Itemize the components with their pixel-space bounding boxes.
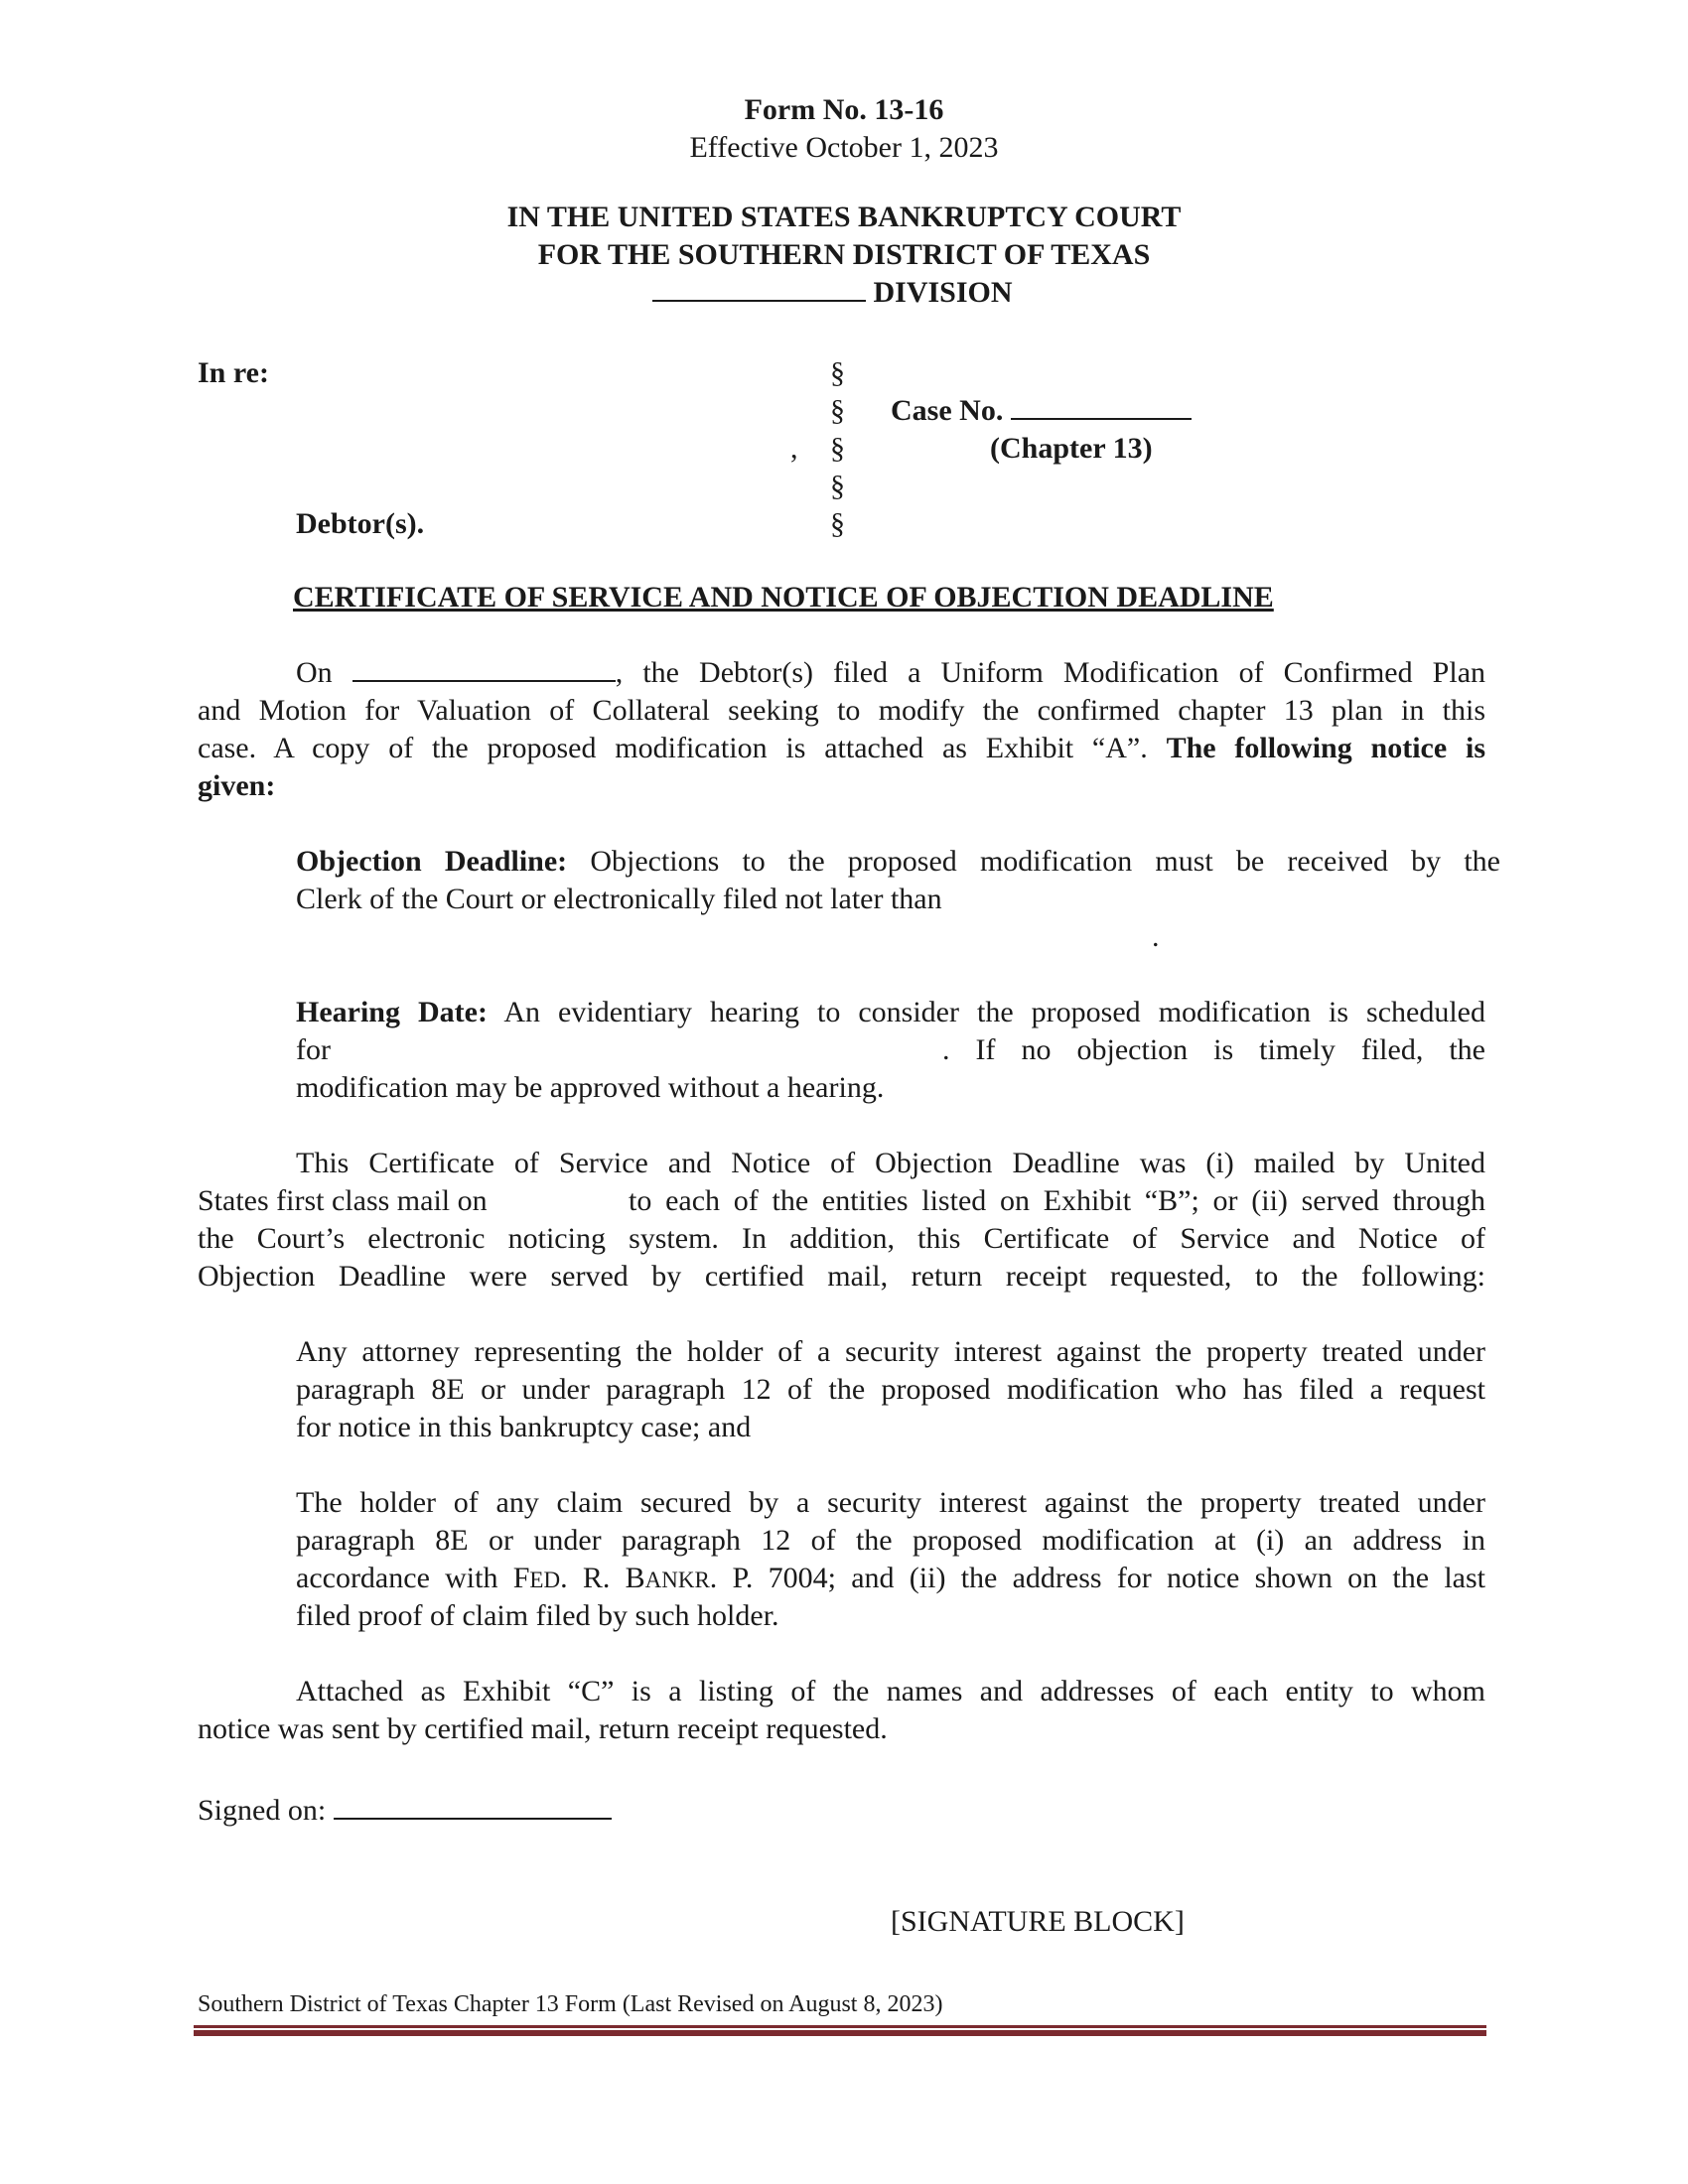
item1-line2: paragraph 8E or under paragraph 12 of the proposed modification who has filed a request [296,1373,1485,1406]
division-label: DIVISION [873,276,1013,309]
hearing-text: An evidentiary hearing to consider the proposed modification is scheduled [503,996,1485,1028]
hearing-line3: modification may be approved without a hearing. [296,1071,885,1104]
para1-on: On [296,656,333,689]
section-symbol: § [830,470,845,502]
document-title: CERTIFICATE OF SERVICE AND NOTICE OF OBJECTION DEADLINE [293,581,1274,614]
section-symbol: § [830,432,845,465]
para1-line1 [198,654,1485,692]
para3-line1: Attached as Exhibit “C” is a listing of the names and addresses of each entity to whom [296,1675,1485,1707]
para1-line4: given: [198,769,276,802]
hearing-line1 [296,994,1485,1031]
hearing-label: Hearing Date: [296,996,488,1028]
form-number: Form No. 13-16 [744,93,944,126]
item2-line1: The holder of any claim secured by a security interest against the property treated under [296,1486,1485,1519]
filing-date-blank[interactable] [352,654,616,682]
signature-block: [SIGNATURE BLOCK] [891,1905,1185,1938]
para1-line1-text: , the Debtor(s) filed a Uniform Modification of Confirmed Plan [615,656,1486,689]
objection-line1 [296,843,1500,881]
case-no-label: Case No. [891,394,1004,427]
para2-line2-a: States first class mail on [198,1184,488,1217]
para2-line2-b: to each of the entities listed on Exhibit “B”; or (ii) served through [629,1184,1485,1217]
para2-line1: This Certificate of Service and Notice of Objection Deadline was (i) mailed by United [296,1147,1485,1179]
item2-line3 [296,1560,1485,1599]
court-name-line1: IN THE UNITED STATES BANKRUPTCY COURT [506,201,1182,233]
item2-line4: filed proof of claim filed by such holder. [296,1599,779,1632]
signed-on-line [198,1792,612,1830]
section-symbol: § [830,356,845,389]
item1-line1: Any attorney representing the holder of a security interest against the property treated under [296,1335,1485,1368]
case-number-blank[interactable] [1011,392,1192,420]
footer-text: Southern District of Texas Chapter 13 Form (Last Revised on August 8, 2023) [198,1991,943,2017]
objection-label: Objection Deadline: [296,845,568,878]
objection-text: Objections to the proposed modification must be received by the [590,845,1500,878]
division-blank[interactable] [652,274,866,302]
para1-notice-bold: The following notice is [1166,732,1486,764]
para3-line2: notice was sent by certified mail, return receipt requested. [198,1712,888,1745]
para1-line3 [198,730,1485,767]
court-name-line2: FOR THE SOUTHERN DISTRICT OF TEXAS [537,238,1151,271]
caption-comma: , [790,432,798,465]
objection-date-period: . [1152,920,1160,953]
item2-fed-rule: FED. R. BANKR. P. 7004; and (ii) the address for notice shown on the last [512,1562,1485,1594]
para2-line4: Objection Deadline were served by certified mail, return receipt requested, to the following: [198,1260,1485,1293]
section-symbol: § [830,507,845,540]
signed-on-label: Signed on: [198,1794,327,1827]
division-line [652,274,1013,312]
effective-date: Effective October 1, 2023 [689,131,999,164]
para1-line3-text: case. A copy of the proposed modification is attached as Exhibit “A”. [198,732,1148,764]
section-symbol: § [830,394,845,427]
hearing-line2-text: . If no objection is timely filed, the [942,1033,1485,1066]
in-re-label: In re: [198,356,269,389]
objection-line2: Clerk of the Court or electronically filed not later than [296,883,942,915]
footer-rule-bottom [194,2030,1486,2036]
item1-line3: for notice in this bankruptcy case; and [296,1411,752,1443]
para1-line2: and Motion for Valuation of Collateral seeking to modify the confirmed chapter 13 plan in this [198,694,1485,727]
debtor-label: Debtor(s). [296,507,425,540]
signed-on-blank[interactable] [334,1792,612,1820]
item2-line2: paragraph 8E or under paragraph 12 of the proposed modification at (i) an address in [296,1524,1485,1557]
item2-accordance: accordance with [296,1562,498,1594]
footer-rule-top [194,2025,1486,2028]
hearing-for: for [296,1033,331,1066]
para2-line3: the Court’s electronic noticing system. In addition, this Certificate of Service and Notice of [198,1222,1485,1255]
chapter-label: (Chapter 13) [990,432,1153,465]
case-number-line [891,392,1192,430]
